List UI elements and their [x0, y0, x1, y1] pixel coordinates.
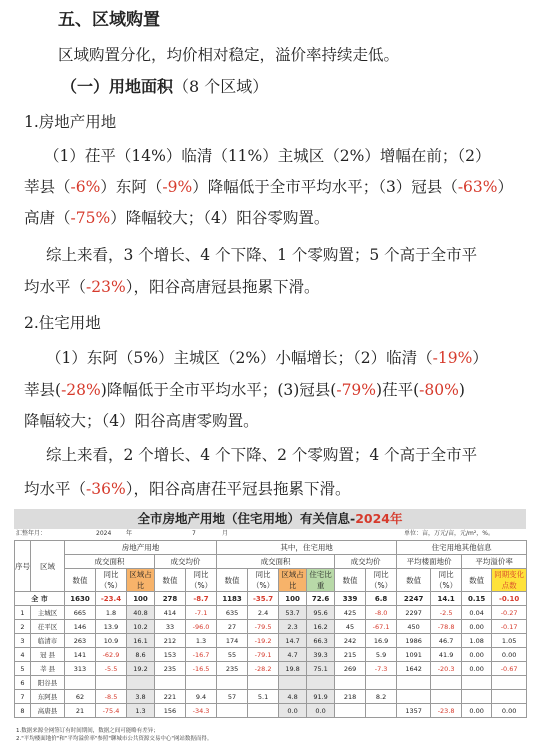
table-cell: 0.0 — [279, 704, 307, 718]
table-cell: 174 — [217, 634, 248, 648]
table-cell: -78.8 — [431, 620, 462, 634]
table-cell — [248, 704, 279, 718]
table-cell: 8.2 — [366, 690, 397, 704]
table-row — [15, 662, 527, 676]
table-cell: 10.9 — [96, 634, 127, 648]
table-cell — [248, 676, 279, 690]
table-cell: 235 — [217, 662, 248, 676]
total-label: 全 市 — [15, 592, 65, 606]
p2-summary-1: 综上来看，2 个增长、4 个下降、2 个零购置；4 个高于全市平 — [46, 446, 478, 464]
row-region: 冠 县 — [31, 648, 65, 662]
table-cell: 66.3 — [307, 634, 335, 648]
table-cell — [462, 676, 492, 690]
total-cell: 100 — [279, 592, 307, 606]
table-row — [15, 634, 527, 648]
table-cell — [217, 704, 248, 718]
table-cell: -5.5 — [96, 662, 127, 676]
table-cell — [366, 676, 397, 690]
table-row — [15, 676, 527, 690]
row-no: 1 — [15, 606, 31, 620]
header-group: 房地产用地 — [65, 541, 217, 555]
table-cell: 40.8 — [127, 606, 155, 620]
total-cell: -8.7 — [186, 592, 217, 606]
table-cell: -67.1 — [366, 620, 397, 634]
header-sub: 成交面积 — [217, 555, 335, 569]
table-cell: 75.1 — [307, 662, 335, 676]
table-cell: 55 — [217, 648, 248, 662]
table-cell: -62.9 — [96, 648, 127, 662]
row-no: 7 — [15, 690, 31, 704]
table-cell: 1357 — [397, 704, 431, 718]
p2-line-1: （1）东阿（5%）主城区（2%）小幅增长；（2）临清（-19%） — [46, 349, 488, 367]
table-cell: 0.0 — [307, 704, 335, 718]
meta-units: 单位：亩，万元/亩，元/m²，%。 — [404, 530, 494, 537]
p2-line-2: 莘县(-28%)降幅低于全市平均水平；(3)冠县(-79%)茌平(-80%) — [24, 381, 465, 399]
p1-line-3: 高唐（-75%）降幅较大；（4）阳谷零购置。 — [24, 209, 330, 227]
table-cell: 235 — [155, 662, 186, 676]
table-row — [15, 648, 527, 662]
p1-line-2: 莘县（-6%）东阿（-9%）降幅低于全市平均水平；（3）冠县（-63%） — [24, 178, 514, 196]
header-col: 数值 — [65, 569, 96, 592]
table-cell — [492, 690, 527, 704]
table-cell: 156 — [155, 704, 186, 718]
table-cell: -19.2 — [248, 634, 279, 648]
meta-month: 7 — [192, 530, 196, 537]
total-cell: 100 — [127, 592, 155, 606]
row-region: 东阿县 — [31, 690, 65, 704]
section-title: 五、区域购置 — [58, 10, 160, 30]
total-cell: -23.4 — [96, 592, 127, 606]
row-no: 6 — [15, 676, 31, 690]
p2-line-3: 降幅较大；（4）阳谷高唐零购置。 — [24, 412, 259, 430]
subsection-heading: （一）用地面积（8 个区域） — [61, 77, 269, 96]
table-cell: 414 — [155, 606, 186, 620]
table-cell: 269 — [335, 662, 366, 676]
table-cell — [307, 676, 335, 690]
table-cell: 2.3 — [279, 620, 307, 634]
p2-summary-2: 均水平（-36%），阳谷高唐茌平冠县拖累下滑。 — [24, 480, 351, 498]
table-cell: 91.9 — [307, 690, 335, 704]
table-cell: 0.00 — [492, 648, 527, 662]
total-cell: 0.15 — [462, 592, 492, 606]
table-row — [15, 606, 527, 620]
meta-label: 汇整年月： — [16, 530, 47, 537]
p1-title: 1.房地产用地 — [24, 113, 117, 131]
table-cell — [127, 676, 155, 690]
total-cell: 1630 — [65, 592, 96, 606]
table-meta — [14, 529, 526, 539]
table-row — [15, 704, 527, 718]
table-cell: 215 — [335, 648, 366, 662]
table-notes — [16, 728, 212, 743]
header-col: 数值 — [335, 569, 366, 592]
table-cell: -8.0 — [366, 606, 397, 620]
table-cell — [335, 704, 366, 718]
table-cell: 221 — [155, 690, 186, 704]
table-cell: 635 — [217, 606, 248, 620]
header-col: 同期变化点数 — [492, 569, 527, 592]
table-cell: -2.5 — [431, 606, 462, 620]
table-cell: -16.5 — [186, 662, 217, 676]
table-cell: 4.8 — [279, 690, 307, 704]
header-group: 其中，住宅用地 — [217, 541, 397, 555]
table-cell: 95.6 — [307, 606, 335, 620]
table-cell — [217, 676, 248, 690]
table-row — [15, 690, 527, 704]
table-cell: -8.5 — [96, 690, 127, 704]
p1-summary-2: 均水平（-23%），阳谷高唐冠县拖累下滑。 — [24, 278, 320, 296]
table-cell: 16.2 — [307, 620, 335, 634]
header-col: 住宅比重 — [307, 569, 335, 592]
table-cell: 1986 — [397, 634, 431, 648]
table-cell: -7.1 — [186, 606, 217, 620]
row-region: 莘 县 — [31, 662, 65, 676]
total-cell: 339 — [335, 592, 366, 606]
table-cell — [186, 676, 217, 690]
table-cell: 1.05 — [492, 634, 527, 648]
table-cell: 218 — [335, 690, 366, 704]
table-cell: -79.5 — [248, 620, 279, 634]
meta-year: 2024 — [96, 530, 112, 537]
table-cell: 45 — [335, 620, 366, 634]
table-cell: 2.4 — [248, 606, 279, 620]
table-cell: 41.9 — [431, 648, 462, 662]
table-cell: 450 — [397, 620, 431, 634]
table-cell: -0.27 — [492, 606, 527, 620]
table-cell: 27 — [217, 620, 248, 634]
header-col: 同比（%） — [366, 569, 397, 592]
header-no: 序号 — [15, 541, 31, 592]
table-cell: 39.3 — [307, 648, 335, 662]
header-col: 数值 — [397, 569, 431, 592]
table-cell: 0.00 — [492, 704, 527, 718]
table-cell: 21 — [65, 704, 96, 718]
total-cell: -35.7 — [248, 592, 279, 606]
p2-title: 2.住宅用地 — [24, 314, 101, 332]
table-title: 全市房地产用地（住宅用地）有关信息-2024年 — [14, 509, 526, 529]
table-cell: 1642 — [397, 662, 431, 676]
header-col: 区域占比 — [279, 569, 307, 592]
table-cell: -20.3 — [431, 662, 462, 676]
table-row-total — [15, 592, 527, 606]
table-cell: 5.1 — [248, 690, 279, 704]
table-cell: 14.7 — [279, 634, 307, 648]
row-no: 3 — [15, 634, 31, 648]
row-no: 5 — [15, 662, 31, 676]
table-cell: 425 — [335, 606, 366, 620]
table-cell: -0.67 — [492, 662, 527, 676]
row-region: 高唐县 — [31, 704, 65, 718]
row-region: 茌平区 — [31, 620, 65, 634]
row-no: 8 — [15, 704, 31, 718]
header-col: 同比（%） — [186, 569, 217, 592]
table-cell: 1091 — [397, 648, 431, 662]
table-cell: 2297 — [397, 606, 431, 620]
table-cell — [397, 676, 431, 690]
table-cell: 8.6 — [127, 648, 155, 662]
header-sub: 成交均价 — [335, 555, 397, 569]
row-no: 4 — [15, 648, 31, 662]
table-cell: 0.04 — [462, 606, 492, 620]
table-cell: 62 — [65, 690, 96, 704]
total-cell: -0.10 — [492, 592, 527, 606]
table-cell: 19.8 — [279, 662, 307, 676]
note-1: 1.数据来源全网签订有时间期间，数据之间可能略有差异； — [16, 728, 159, 734]
table-cell: 0.00 — [462, 704, 492, 718]
table-cell: 3.8 — [127, 690, 155, 704]
table-cell: 33 — [155, 620, 186, 634]
header-row — [15, 541, 527, 555]
table-cell — [279, 676, 307, 690]
table-cell — [96, 676, 127, 690]
meta-month-label: 月 — [222, 530, 229, 537]
table-row — [15, 620, 527, 634]
table-cell: 19.2 — [127, 662, 155, 676]
row-region: 阳谷县 — [31, 676, 65, 690]
table-cell: -75.4 — [96, 704, 127, 718]
table-cell: 0.00 — [462, 620, 492, 634]
table-cell: -23.8 — [431, 704, 462, 718]
table-cell — [492, 676, 527, 690]
table-cell: 16.9 — [366, 634, 397, 648]
table-cell — [366, 704, 397, 718]
header-sub: 成交均价 — [155, 555, 217, 569]
table-cell: 13.9 — [96, 620, 127, 634]
header-row — [15, 569, 527, 592]
table-cell: 57 — [217, 690, 248, 704]
table-cell: 9.4 — [186, 690, 217, 704]
header-col: 数值 — [155, 569, 186, 592]
data-table — [14, 540, 527, 718]
header-col: 数值 — [462, 569, 492, 592]
land-info-table — [14, 509, 526, 744]
total-cell: 1183 — [217, 592, 248, 606]
header-col: 同比（%） — [96, 569, 127, 592]
header-region: 区域 — [31, 541, 65, 592]
table-cell: -28.2 — [248, 662, 279, 676]
table-cell: 313 — [65, 662, 96, 676]
table-cell: -34.3 — [186, 704, 217, 718]
table-cell: 10.2 — [127, 620, 155, 634]
header-sub: 平均楼面地价 — [397, 555, 462, 569]
table-cell: 46.7 — [431, 634, 462, 648]
table-cell: 53.7 — [279, 606, 307, 620]
header-col: 同比（%） — [431, 569, 462, 592]
total-cell: 278 — [155, 592, 186, 606]
table-cell: 1.08 — [462, 634, 492, 648]
header-col: 区域占比 — [127, 569, 155, 592]
table-cell — [335, 676, 366, 690]
table-cell: 153 — [155, 648, 186, 662]
header-col: 数值 — [217, 569, 248, 592]
table-cell — [397, 690, 431, 704]
p1-summary-1: 综上来看，3 个增长、4 个下降、1 个零购置；5 个高于全市平 — [46, 246, 478, 264]
table-cell — [431, 676, 462, 690]
table-cell — [462, 690, 492, 704]
row-region: 临清市 — [31, 634, 65, 648]
row-no: 2 — [15, 620, 31, 634]
table-cell — [431, 690, 462, 704]
table-cell: 212 — [155, 634, 186, 648]
table-cell: -79.1 — [248, 648, 279, 662]
p1-line-1: （1）茌平（14%）临清（11%）主城区（2%）增幅在前；（2） — [44, 147, 491, 165]
header-row — [15, 555, 527, 569]
table-cell: -7.3 — [366, 662, 397, 676]
table-cell: -16.7 — [186, 648, 217, 662]
note-2: 2."平均楼面地价"和"平均溢价率"参照"聊城市公共资源交易中心"网站数据而得。 — [16, 735, 213, 742]
table-cell: 1.3 — [127, 704, 155, 718]
total-cell: 14.1 — [431, 592, 462, 606]
total-cell: 6.8 — [366, 592, 397, 606]
header-sub: 平均溢价率 — [462, 555, 527, 569]
table-cell — [65, 676, 96, 690]
table-cell: 141 — [65, 648, 96, 662]
table-cell: 1.3 — [186, 634, 217, 648]
table-cell: 263 — [65, 634, 96, 648]
table-cell: 0.00 — [462, 648, 492, 662]
table-cell: 5.9 — [366, 648, 397, 662]
table-cell: 4.7 — [279, 648, 307, 662]
table-cell: 242 — [335, 634, 366, 648]
table-cell: 0.00 — [462, 662, 492, 676]
total-cell: 2247 — [397, 592, 431, 606]
meta-year-label: 年 — [126, 530, 133, 537]
table-cell: -0.17 — [492, 620, 527, 634]
table-cell: 146 — [65, 620, 96, 634]
table-cell: 665 — [65, 606, 96, 620]
header-group: 住宅用地其他信息 — [397, 541, 527, 555]
table-cell — [155, 676, 186, 690]
table-cell: 16.1 — [127, 634, 155, 648]
header-sub: 成交面积 — [65, 555, 155, 569]
row-region: 主城区 — [31, 606, 65, 620]
intro-paragraph: 区域购置分化，均价相对稳定，溢价率持续走低。 — [58, 46, 400, 64]
table-cell: 1.8 — [96, 606, 127, 620]
table-cell: -96.0 — [186, 620, 217, 634]
header-col: 同比（%） — [248, 569, 279, 592]
total-cell: 72.6 — [307, 592, 335, 606]
